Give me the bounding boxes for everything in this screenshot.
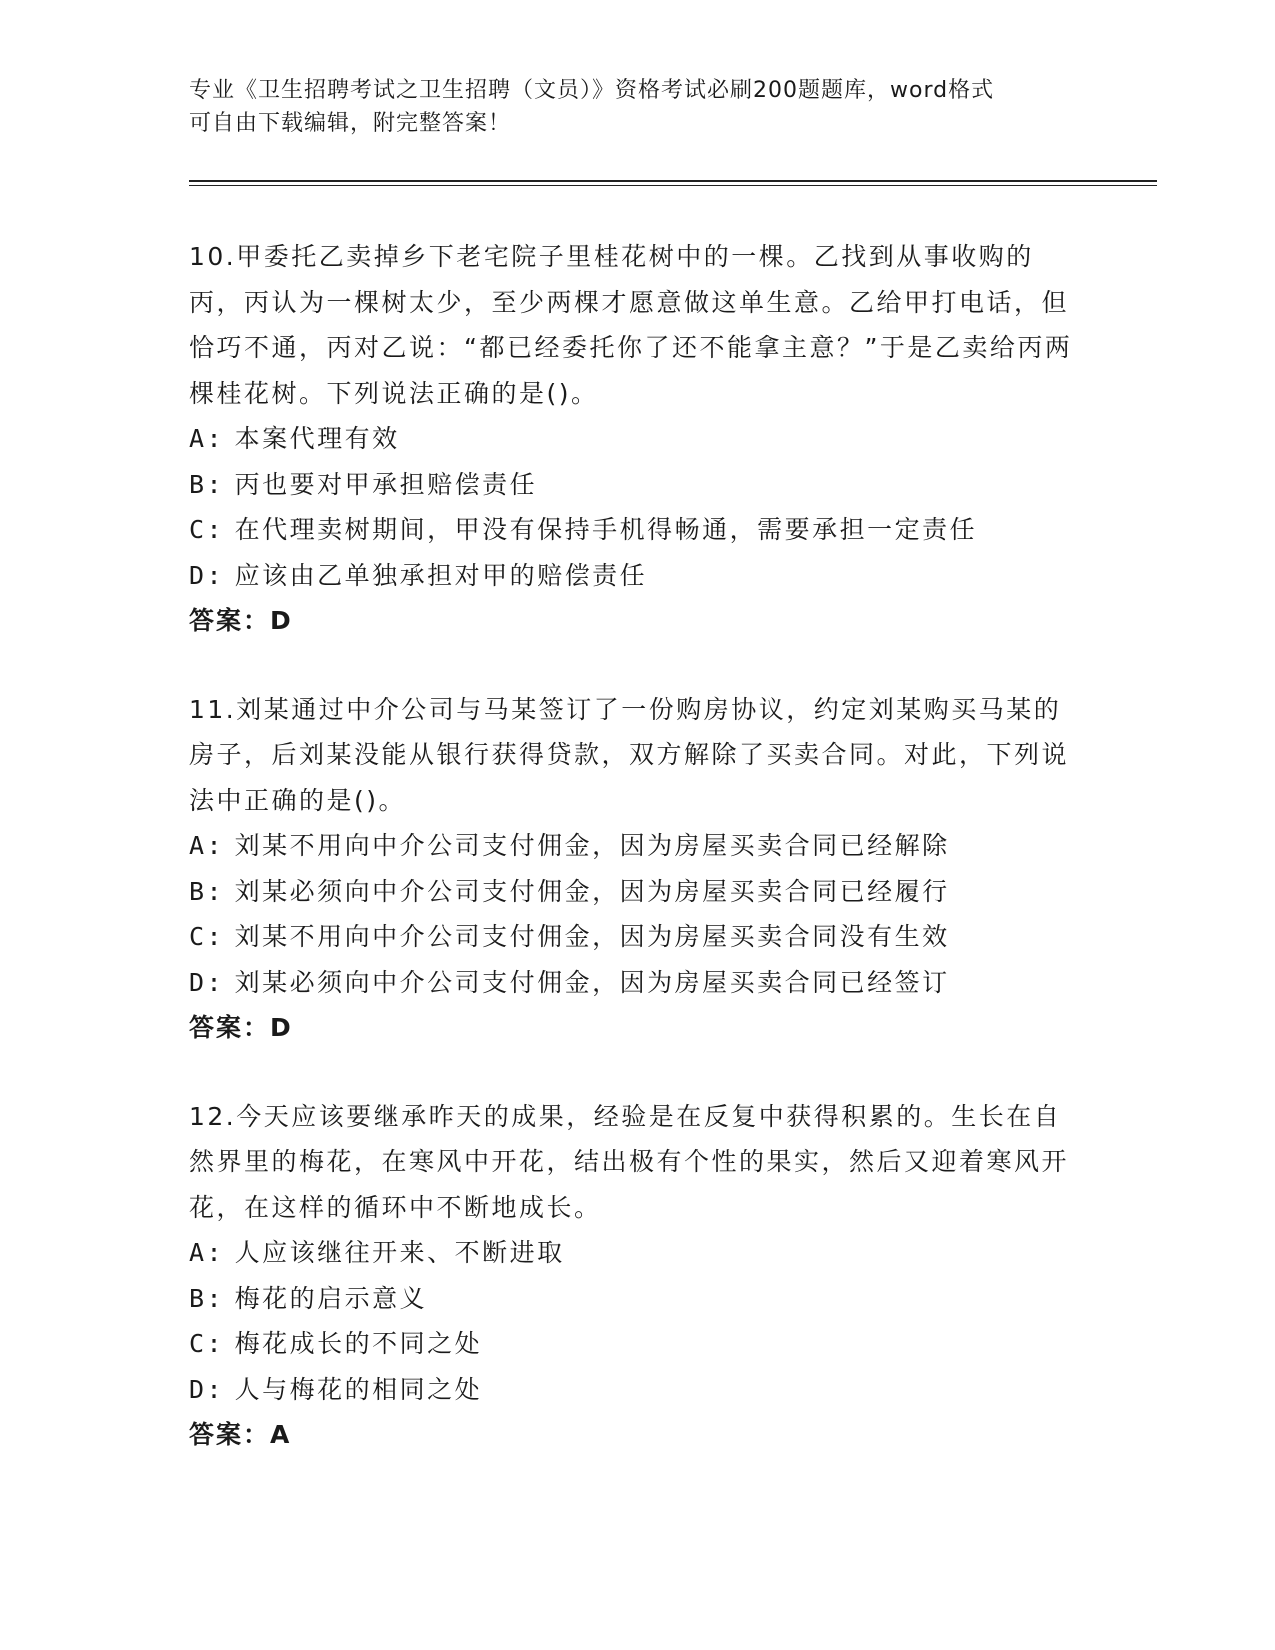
option-a	[189, 1230, 1089, 1276]
question-stem: 12.今天应该要继承昨天的成果，经验是在反复中获得积累的。生长在自然界里的梅花，在寒风中开花，结出极有个性的果实，然后又迎着寒风开花，在这样的循环中不断地成长。	[189, 1101, 1070, 1222]
option-c	[189, 507, 1089, 553]
option-letter: A:	[189, 424, 225, 453]
option-b	[189, 1276, 1089, 1322]
question-12	[189, 1094, 1089, 1458]
option-text: 人应该继往开来、不断进取	[234, 1238, 565, 1267]
option-a	[189, 416, 1089, 462]
option-letter: D:	[189, 1374, 225, 1404]
option-text: 刘某必须向中介公司支付佣金，因为房屋买卖合同已经签订	[234, 967, 950, 997]
question-11	[189, 687, 1089, 1051]
answer-label: 答案：D	[189, 1013, 293, 1042]
option-letter: C:	[189, 1329, 225, 1358]
option-letter: A:	[189, 831, 225, 860]
option-letter: A:	[189, 1238, 225, 1267]
option-b	[189, 869, 1089, 915]
question-list	[189, 234, 1089, 1501]
option-text: 梅花的启示意义	[234, 1283, 428, 1313]
option-text: 梅花成长的不同之处	[234, 1329, 483, 1358]
option-text: 应该由乙单独承担对甲的赔偿责任	[234, 560, 648, 590]
header-divider	[189, 180, 1157, 186]
option-text: 在代理卖树期间，甲没有保持手机得畅通，需要承担一定责任	[234, 515, 978, 544]
option-d	[189, 960, 1089, 1006]
page-header	[189, 74, 1079, 140]
option-letter: B:	[189, 1283, 225, 1313]
question-stem: 10.甲委托乙卖掉乡下老宅院子里桂花树中的一棵。乙找到从事收购的丙，丙认为一棵树太少，至少两棵才愿意做这单生意。乙给甲打电话，但恰巧不通，丙对乙说：“都已经委托你了还不能拿主意？”于是乙卖给丙两棵桂花树。下列说法正确的是()。	[189, 242, 1073, 408]
option-text: 丙也要对甲承担赔偿责任	[234, 469, 538, 499]
option-text: 刘某不用向中介公司支付佣金，因为房屋买卖合同没有生效	[234, 922, 950, 951]
option-c	[189, 914, 1089, 960]
option-a	[189, 823, 1089, 869]
option-text: 刘某必须向中介公司支付佣金，因为房屋买卖合同已经履行	[234, 876, 950, 906]
option-d	[189, 553, 1089, 599]
answer-label: 答案：A	[189, 1420, 292, 1449]
option-letter: C:	[189, 922, 225, 951]
option-letter: B:	[189, 876, 225, 906]
option-letter: C:	[189, 515, 225, 544]
option-letter: D:	[189, 560, 225, 590]
option-b	[189, 462, 1089, 508]
answer-label: 答案：D	[189, 606, 293, 635]
option-letter: B:	[189, 469, 225, 499]
option-text: 刘某不用向中介公司支付佣金，因为房屋买卖合同已经解除	[234, 831, 950, 860]
header-line-1: 专业《卫生招聘考试之卫生招聘（文员）》资格考试必刷200题题库，word格式	[189, 78, 995, 103]
option-d	[189, 1367, 1089, 1413]
question-10	[189, 234, 1089, 644]
option-c	[189, 1321, 1089, 1367]
question-stem: 11.刘某通过中介公司与马某签订了一份购房协议，约定刘某购买马某的房子，后刘某没能从银行获得贷款，双方解除了买卖合同。对此，下列说法中正确的是()。	[189, 694, 1070, 815]
option-text: 本案代理有效	[234, 424, 400, 453]
option-text: 人与梅花的相同之处	[234, 1374, 483, 1404]
header-line-2: 可自由下载编辑，附完整答案！	[189, 111, 512, 136]
option-letter: D:	[189, 967, 225, 997]
